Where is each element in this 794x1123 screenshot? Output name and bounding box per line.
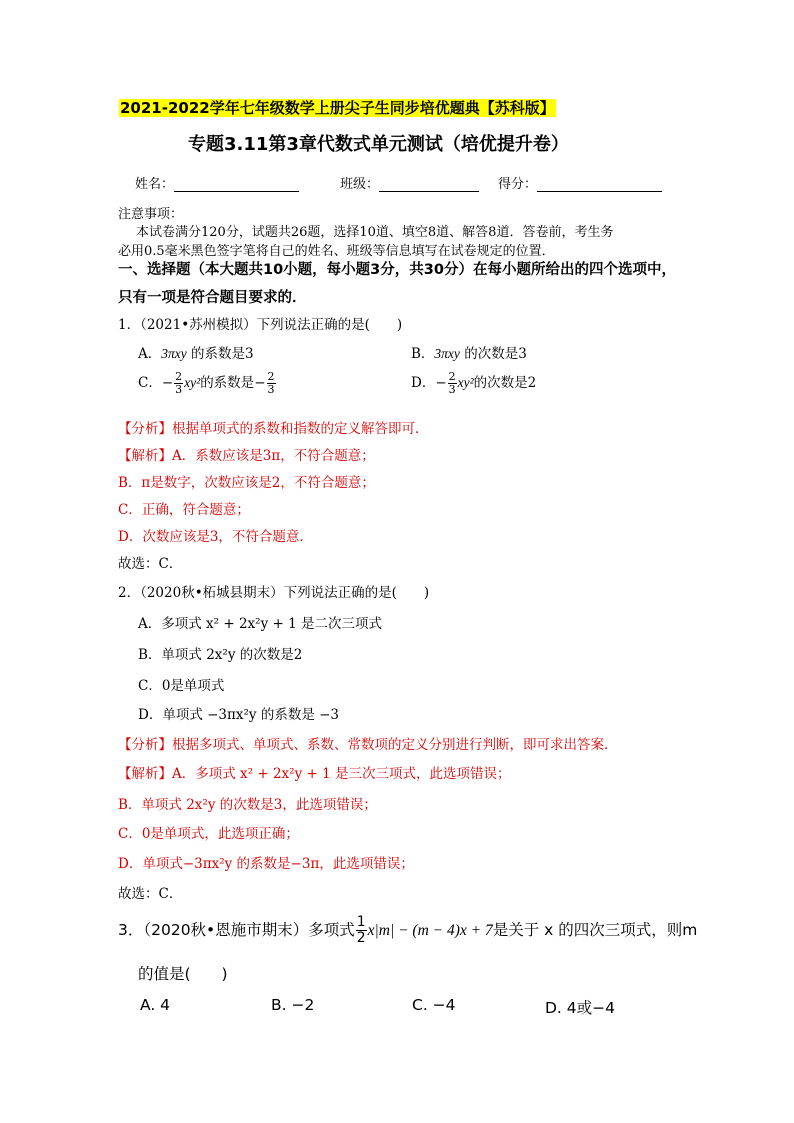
q3-option-b[interactable]: B. −2 — [271, 996, 315, 1014]
q1-c-val-neg: − — [254, 375, 266, 391]
title-highlight: 2021-2022学年七年级数学上册尖子生同步培优题典【苏科版】 — [120, 99, 555, 117]
q1-option-d[interactable] — [411, 371, 536, 396]
q1-c-expr: xy² — [184, 375, 201, 390]
notice-line-2: 必用0.5毫米黑色签字笔将自己的姓名、班级等信息填写在试卷规定的位置． — [118, 244, 555, 259]
q3-frac-num: 1 — [356, 914, 366, 930]
q2-option-c[interactable]: C．0是单项式 — [138, 678, 225, 694]
q1-c-fraction — [174, 371, 183, 396]
q3-option-d[interactable]: D. 4或−4 — [545, 999, 615, 1017]
q1-c-neg: − — [161, 375, 174, 391]
class-field[interactable] — [340, 173, 479, 192]
q1-c-den: 3 — [175, 383, 183, 396]
score-field[interactable] — [498, 173, 662, 192]
q2-option-b[interactable]: B．单项式 2x²y 的次数是2 — [138, 647, 303, 663]
q2-solution-b: B．单项式 2x²y 的次数是3，此选项错误； — [118, 797, 377, 813]
score-label: 得分： — [498, 177, 538, 192]
q2-analysis: 【分析】根据多项式、单项式、系数、常数项的定义分别进行判断，即可求出答案． — [118, 737, 618, 753]
section-heading-line-1: 一、选择题（本大题共10小题，每小题3分，共30分）在每小题所给出的四个选项中， — [118, 262, 676, 278]
q1-option-a[interactable] — [138, 342, 254, 362]
q2-option-a[interactable]: A．多项式 x² + 2x²y + 1 是二次三项式 — [138, 616, 382, 632]
q1-analysis: 【分析】根据单项式的系数和指数的定义解答即可． — [118, 421, 429, 437]
q3-stem-pre: 3．（2020秋•恩施市期末）多项式 — [118, 921, 355, 939]
name-blank[interactable] — [174, 177, 299, 192]
q1-d-expr: xy² — [457, 375, 474, 390]
class-label: 班级： — [340, 177, 380, 192]
name-field[interactable] — [135, 173, 299, 192]
q1-solution-a: 【解析】A．系数应该是3π，不符合题意； — [118, 448, 375, 464]
name-label: 姓名： — [135, 177, 175, 192]
q1-a-label: A． — [138, 346, 162, 362]
q1-c-num: 2 — [175, 370, 183, 383]
q2-answer: 故选：C． — [118, 886, 183, 902]
q1-solution-c: C．正确，符合题意； — [118, 502, 250, 518]
notice-heading: 注意事项： — [118, 207, 184, 222]
q1-b-label: B． — [411, 346, 435, 362]
q1-c-val-num: 2 — [267, 370, 275, 383]
q3-option-a[interactable]: A. 4 — [140, 996, 171, 1014]
q1-option-c[interactable] — [138, 371, 277, 396]
q1-solution-d: D．次数应该是3，不符合题意． — [118, 529, 313, 545]
q3-frac-den: 2 — [356, 930, 366, 946]
q3-stem-post: 是关于 x 的四次三项式，则m — [492, 921, 698, 939]
title-line-1 — [119, 97, 556, 118]
q1-a-text: 的系数是3 — [191, 346, 254, 362]
q2-stem: 2．（2020秋•柘城县期末）下列说法正确的是( ) — [118, 585, 430, 601]
q1-d-text: 的次数是2 — [473, 375, 537, 391]
class-blank[interactable] — [379, 177, 479, 192]
q2-option-d[interactable]: D．单项式 −3πx²y 的系数是 −3 — [138, 707, 340, 723]
q1-d-num: 2 — [448, 370, 456, 383]
notice-line-1: 本试卷满分120分，试题共26题，选择10道、填空8道、解答8道．答卷前，考生务 — [136, 225, 614, 240]
q1-solution-b: B．π是数字，次数应该是2，不符合题意； — [118, 475, 375, 491]
q1-c-text: 的系数是 — [200, 375, 255, 391]
q1-d-label: D． — [411, 375, 436, 391]
q2-solution-c: C．0是单项式，此选项正确； — [118, 826, 299, 842]
q3-stem-expr: x|m| − (m − 4)x + 7 — [367, 922, 493, 939]
q1-c-val-fraction — [267, 371, 276, 396]
q1-b-text: 的次数是3 — [464, 346, 527, 362]
q1-answer: 故选：C． — [118, 556, 183, 572]
q2-solution-d: D．单项式−3πx²y 的系数是−3π，此选项错误； — [118, 856, 414, 872]
q1-d-fraction — [448, 371, 457, 396]
q1-b-expr: 3πxy — [434, 346, 460, 361]
q1-d-neg: − — [435, 375, 447, 391]
title-line-2: 专题3.11第3章代数式单元测试（培优提升卷） — [188, 134, 569, 155]
score-blank[interactable] — [537, 177, 662, 192]
q1-stem: 1．（2021•苏州模拟）下列说法正确的是( ) — [118, 317, 403, 333]
q1-d-den: 3 — [448, 383, 456, 396]
q3-option-c[interactable]: C. −4 — [412, 996, 456, 1014]
q1-a-expr: 3πxy — [161, 346, 187, 361]
section-heading-line-2: 只有一项是符合题目要求的． — [118, 290, 307, 306]
q3-stem-line-2: 的值是( ) — [138, 965, 228, 983]
q2-solution-a: 【解析】A．多项式 x² + 2x²y + 1 是三次三项式，此选项错误； — [118, 766, 511, 782]
q3-stem — [118, 915, 697, 946]
q1-option-b[interactable] — [411, 342, 527, 362]
q1-c-val-den: 3 — [267, 383, 275, 396]
q3-fraction — [356, 915, 367, 946]
q1-c-label: C． — [138, 375, 162, 391]
